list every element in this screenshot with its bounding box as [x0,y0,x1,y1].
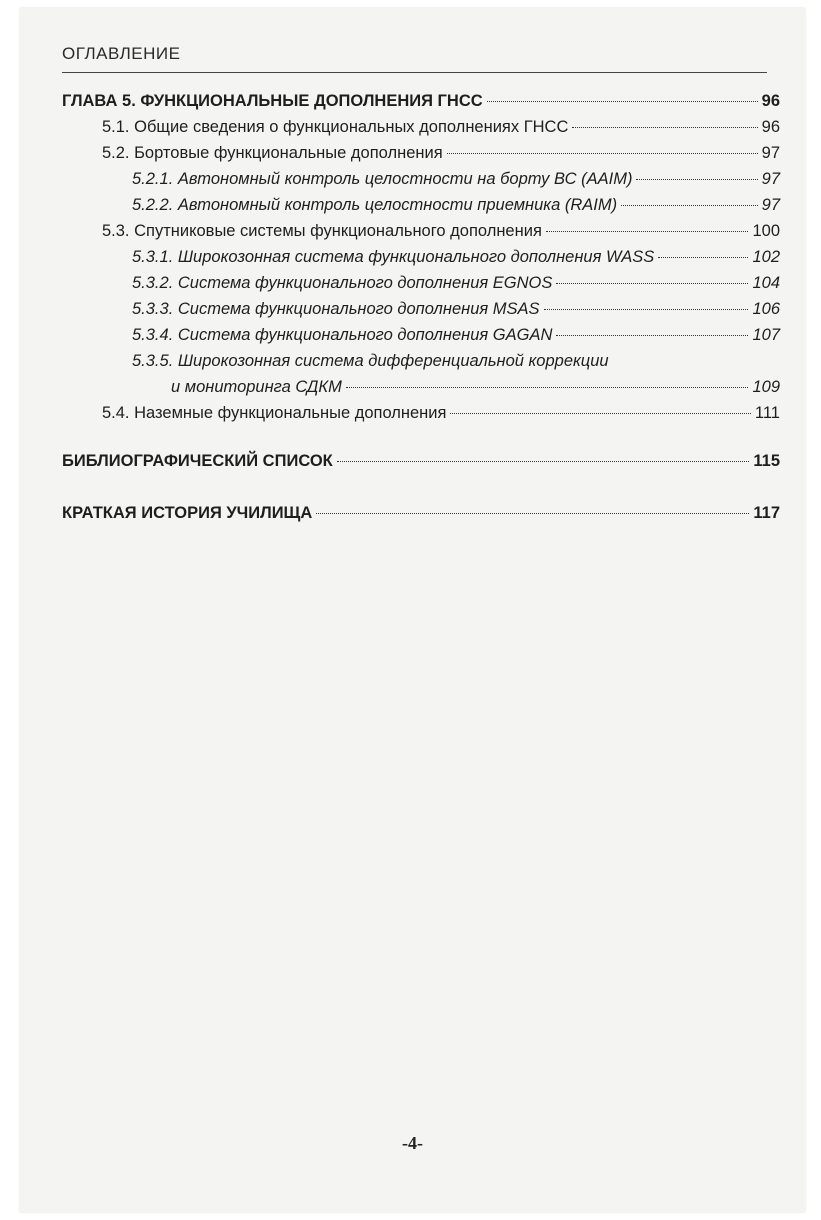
spacer [62,474,780,500]
toc-entry-5-4[interactable] [62,400,780,426]
toc-entry-title: 5.3.2. Система функционального дополнения EGNOS [132,274,553,292]
toc-entry-title: БИБЛИОГРАФИЧЕСКИЙ СПИСОК [62,452,333,470]
page-header: ОГЛАВЛЕНИЕ [62,44,181,63]
header-rule [62,72,767,73]
toc-entry-page: 115 [753,452,780,470]
dot-leader [556,283,748,284]
toc-entry-bibliography[interactable] [62,448,780,474]
dot-leader [572,127,757,128]
toc-entry-5-2-1[interactable] [62,166,780,192]
spacer [62,426,780,448]
toc-entry-page: 97 [761,144,780,162]
dot-leader [621,205,758,206]
toc-entry-5-3-2[interactable] [62,270,780,296]
dot-leader [556,335,748,336]
document-page [20,8,805,1212]
toc-entry-title: 5.3.4. Система функционального дополнения GAGAN [132,326,553,344]
toc-entry-title: и мониторинга СДКМ [171,378,342,396]
toc-entry-page: 96 [761,118,780,136]
toc-entry-page: 97 [761,196,780,214]
toc-entry-5-3-5-line2[interactable] [62,374,780,400]
toc-entry-page: 111 [754,404,780,422]
toc-entry-5-2-2[interactable] [62,192,780,218]
dot-leader [450,413,750,414]
toc-entry-title: 5.3. Спутниковые системы функционального дополнения [102,222,542,240]
toc-entry-5-2[interactable] [62,140,780,166]
toc-entry-page: 109 [752,378,780,396]
toc-entry-title: 5.4. Наземные функциональные дополнения [102,404,447,422]
toc-entry-title: 5.1. Общие сведения о функциональных дополнениях ГНСС [102,118,569,136]
toc-entry-title: 5.3.3. Система функционального дополнения MSAS [132,300,540,318]
dot-leader [544,309,749,310]
toc-entry-title: 5.3.1. Широкозонная система функционального дополнения WASS [132,248,655,266]
toc-entry-5-1[interactable] [62,114,780,140]
toc-entry-page: 107 [752,326,780,344]
toc-entry-5-3-4[interactable] [62,322,780,348]
toc-entry-page: 106 [752,300,780,318]
dot-leader [658,257,748,258]
toc-entry-history[interactable] [62,500,780,526]
toc-entry-title: 5.2.2. Автономный контроль целостности приемника (RAIM) [132,196,618,214]
toc-entry-5-3-3[interactable] [62,296,780,322]
table-of-contents [62,88,780,526]
toc-entry-chapter5[interactable] [62,88,780,114]
toc-entry-title: 5.2.1. Автономный контроль целостности на борту ВС (AAIM) [132,170,633,188]
toc-entry-page: 104 [752,274,780,292]
dot-leader [487,101,758,102]
toc-entry-5-3[interactable] [62,218,780,244]
toc-entry-page: 117 [753,504,780,522]
dot-leader [346,387,749,388]
toc-entry-5-3-1[interactable] [62,244,780,270]
toc-entry-page: 97 [761,170,780,188]
toc-entry-title: 5.2. Бортовые функциональные дополнения [102,144,443,162]
toc-entry-title: ГЛАВА 5. ФУНКЦИОНАЛЬНЫЕ ДОПОЛНЕНИЯ ГНСС [62,92,483,110]
dot-leader [546,231,749,232]
dot-leader [337,461,750,462]
toc-entry-title: КРАТКАЯ ИСТОРИЯ УЧИЛИЩА [62,504,313,522]
toc-entry-5-3-5-line1[interactable] [62,348,780,374]
toc-entry-page: 96 [761,92,780,110]
page-number: -4- [402,1133,423,1153]
dot-leader [316,513,749,514]
dot-leader [636,179,757,180]
toc-entry-page: 100 [752,222,780,240]
dot-leader [447,153,758,154]
toc-entry-page: 102 [752,248,780,266]
toc-entry-title: 5.3.5. Широкозонная система дифференциальной коррекции [132,352,609,370]
